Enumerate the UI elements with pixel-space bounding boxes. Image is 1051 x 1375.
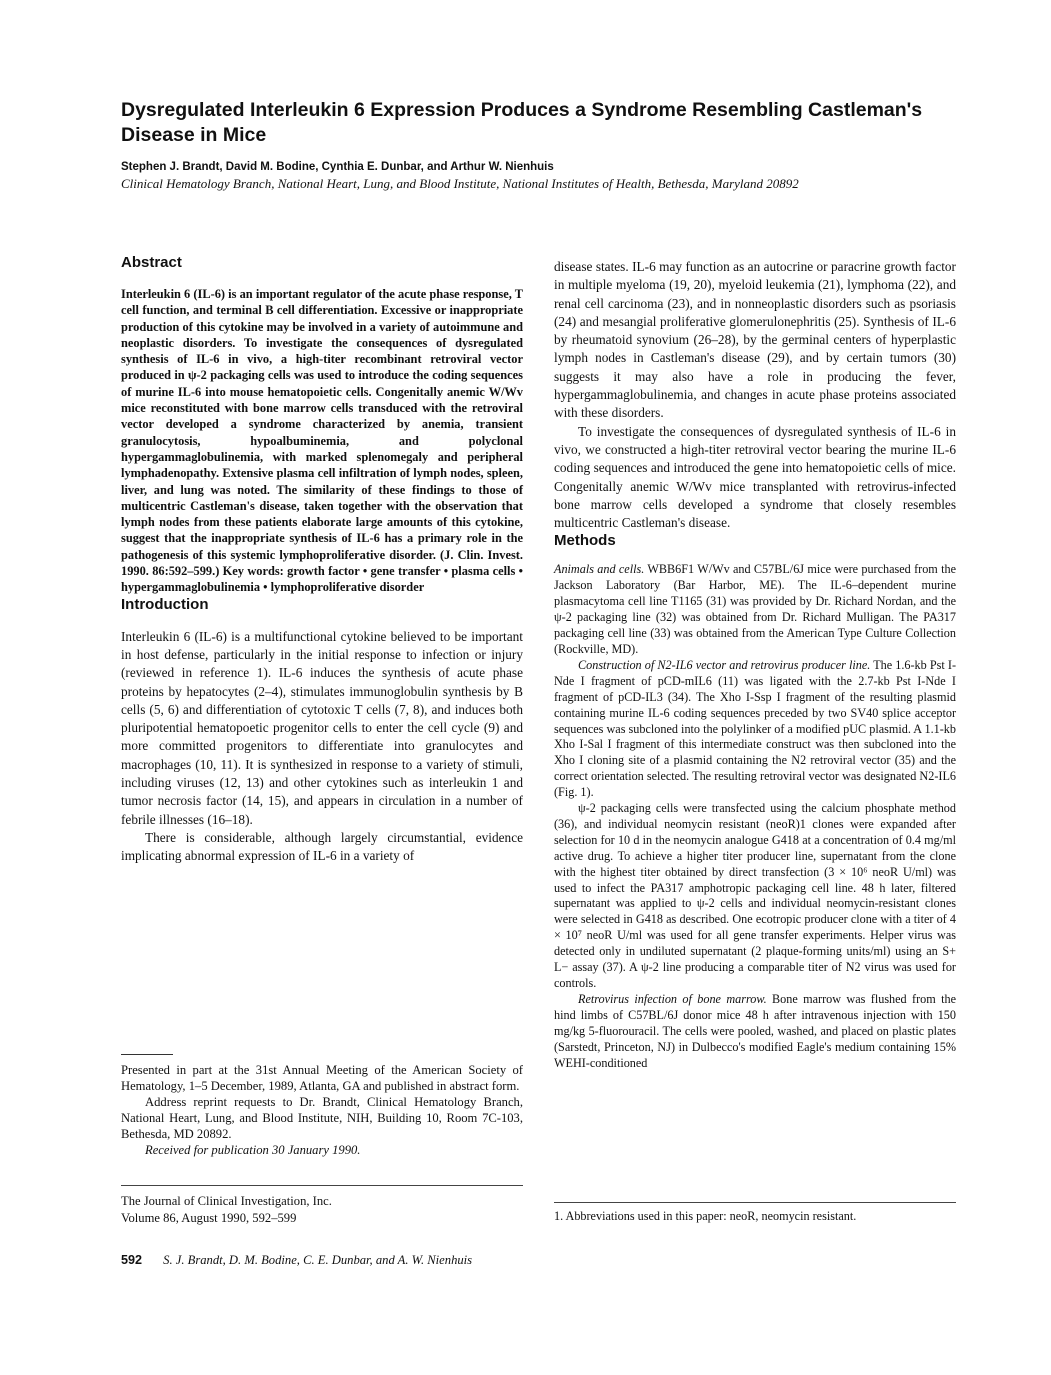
paragraph-text: ψ-2 packaging cells were transfected using the calcium phosphate method (36), and individual neomycin resistant (neoR)1 clones were expanded after selection for 10 d in the neomycin analogue G418 at a concentration of 0.4 mg/ml active drug. To achieve a higher titer producer line, supernatant from the clone with the highest titer obtained by direct transfection (3 × 10⁶ neoR U/ml) was used to infect the PA317 amphotropic packaging cell line. 48 h later, filtered supernatant was applied to ψ-2 cells and individual neomycin-resistant clones were selected in G418 as described. One ecotropic producer clone with a titer of 4 × 10⁷ neoR U/ml was used for all gene transfer experiments. Helper virus was detected only in undiluted supernatant (2 plaque-forming units/ml) using an S+ L− assay (37). A ψ-2 line producing a comparable titer of N2 virus was used for controls. [554, 801, 956, 991]
journal-name: The Journal of Clinical Investigation, Inc. [121, 1194, 332, 1208]
abbreviation-footnote: 1. Abbreviations used in this paper: neoR, neomycin resistant. [554, 1209, 857, 1223]
methods-paragraph [554, 658, 956, 801]
intro-continued [554, 258, 956, 532]
intro-paragraph: disease states. IL-6 may function as an autocrine or paracrine growth factor in multiple myeloma (19, 20), myeloid leukemia (21), lymphoma (22), and renal cell carcinoma (23), and in nonneoplastic disorders such as psoriasis (24) and mesangial proliferative glomerulonephritis (25). Synthesis of IL-6 by rheumatoid synovium (26–28), by the germinal centers of hyperplastic lymph nodes in Castleman's disease (29), and by certain tumors (30) suggests it may also have a role in producing the fever, hypergammaglobulinemia, and changes in acute phase proteins associated with these disorders. [554, 259, 956, 421]
intro-paragraph: To investigate the consequences of dysregulated synthesis of IL-6 in vivo, we constructed a high-titer retroviral vector bearing the murine IL-6 coding sequences and introduced the gene into hematopoietic cells of mice. Congenitally anemic W/Wv mice transplanted with retrovirus-infected bone marrow cells developed a syndrome that closely resembles multicentric Castleman's disease. [554, 423, 956, 531]
author-list: Stephen J. Brandt, David M. Bodine, Cynthia E. Dunbar, and Arthur W. Nienhuis [121, 161, 554, 173]
page-number: 592 [121, 1253, 143, 1267]
left-column [121, 254, 523, 866]
abstract-text: Interleukin 6 (IL-6) is an important regulator of the acute phase response, T cell function, and terminal B cell differentiation. Excessive or inappropriate production of this cytokine may be involved in a variety of autoimmune and neoplastic disorders. To investigate the consequences of dysregulated synthesis of IL-6 in vivo, a high-titer recombinant retroviral vector produced in ψ-2 packaging cells was used to introduce the coding sequences of murine IL-6 into mouse hematopoietic cells. Congenitally anemic W/Wv mice reconstituted with bone marrow cells transduced with the retroviral vector developed a syndrome characterized by anemia, transient granulocytosis, hypoalbuminemia, and polyclonal hypergammaglobulinemia, with marked splenomegaly and peripheral lymphadenopathy. Extensive plasma cell infiltration of lymph nodes, spleen, liver, and lung was noted. The similarity of these findings to those of multicentric Castleman's disease, taken together with the observation that lymph nodes from these patients elaborate large amounts of this cytokine, suggest that the inappropriate synthesis of IL-6 has a primary role in the pathogenesis of this systemic lymphoproliferative disorder. (J. Clin. Invest. 1990. 86:592–599.) Key words: growth factor • gene transfer • plasma cells • hypergammaglobulinemia • lymphoproliferative disorder [121, 287, 523, 595]
methods-heading: Methods [554, 532, 616, 550]
runin-heading: Construction of N2-IL6 vector and retrovirus producer line. [578, 657, 871, 672]
received-date: Received for publication 30 January 1990. [145, 1143, 361, 1157]
reprint-note: Address reprint requests to Dr. Brandt, Clinical Hematology Branch, National Heart, Lung, and Blood Institute, NIH, Building 10, Room 7C-103, Bethesda, MD 20892. [121, 1095, 523, 1141]
methods-paragraph [554, 562, 956, 657]
runin-heading: Animals and cells. [554, 562, 645, 577]
methods-paragraph [554, 992, 956, 1072]
methods-paragraph [554, 801, 956, 992]
intro-paragraph: There is considerable, although largely circumstantial, evidence implicating abnormal expression of IL-6 in a variety of [121, 829, 523, 864]
paragraph-text: WBB6F1 W/Wv and C57BL/6J mice were purchased from the Jackson Laboratory (Bar Harbor, ME). The IL-6–dependent murine plasmacytoma cell line T1165 (31) was provided by Dr. Richard Nordan, and the ψ-2 packaging line (32) was obtained from Dr. Richard Mulligan. The PA317 packaging cell line (33) was obtained from the American Type Culture Collection (Rockville, MD). [554, 562, 956, 656]
article-notes [121, 1062, 523, 1158]
page-footer [121, 1252, 472, 1268]
introduction-heading: Introduction [121, 595, 209, 613]
journal-divider [121, 1185, 523, 1186]
paragraph-text: Bone marrow was flushed from the hind limbs of C57BL/6J donor mice 48 h after intravenous injection with 150 mg/kg 5-fluorouracil. The cells were pooled, washed, and placed on plastic plates (Sarstedt, Princeton, NJ) in Dulbecco's modified Eagle's medium containing 15% WEHI-conditioned [554, 991, 957, 1070]
footnote-divider [121, 1054, 173, 1055]
introduction-body [121, 628, 523, 866]
abbreviation-divider [554, 1202, 956, 1203]
right-column [554, 258, 956, 1071]
paragraph-text: The 1.6-kb Pst I-Nde I fragment of pCD-mIL6 (11) was ligated with the 2.7-kb Pst I-Nde I fragment of pCD-IL3 (34). The Xho I-Ssp I fragment of the resulting plasmid containing murine IL-6 coding sequences preceded by two SV40 splice acceptor sequences was subcloned into the polylinker of a modified pUC plasmid. A 1.1-kb Xho I-Sal I fragment of this intermediate construct was then subcloned into the Xho I cloning site of a plasmid containing the N2 retroviral vector (35) and the correct orientation selected. The resulting retroviral vector was designated N2-IL6 (Fig. 1). [554, 657, 957, 800]
intro-paragraph: Interleukin 6 (IL-6) is a multifunctional cytokine believed to be important in host defense, particularly in the initial response to infection or injury (reviewed in reference 1). IL-6 induces the synthesis of acute phase proteins by hepatocytes (2–4), stimulates immunoglobulin synthesis by B cells (5, 6) and differentiation of cytotoxic T cells (7, 8), and induces both pluripotential hematopoetic progenitor cells to enter the cell cycle (9) and more committed progenitors to differentiate into granulocytes and macrophages (10, 11). It is synthesized in response to a variety of stimuli, including viruses (12, 13) and other cytokines such as interleukin 1 and tumor necrosis factor (14, 15), and appears in circulation in a number of febrile illnesses (16–18). [121, 628, 523, 827]
journal-volume: Volume 86, August 1990, 592–599 [121, 1211, 297, 1225]
received-note [121, 1142, 523, 1158]
affiliation: Clinical Hematology Branch, National Heart, Lung, and Blood Institute, National Institutes of Health, Bethesda, Maryland 20892 [121, 176, 799, 191]
runin-heading: Retrovirus infection of bone marrow. [578, 991, 767, 1006]
running-authors: S. J. Brandt, D. M. Bodine, C. E. Dunbar, and A. W. Nienhuis [163, 1253, 473, 1267]
journal-info [121, 1193, 332, 1227]
presentation-note: Presented in part at the 31st Annual Meeting of the American Society of Hematology, 1–5 December, 1989, Atlanta, GA and published in abstract form. [121, 1063, 523, 1093]
article-title: Dysregulated Interleukin 6 Expression Produces a Syndrome Resembling Castleman's Disease in Mice [121, 99, 923, 146]
abstract-heading: Abstract [121, 254, 182, 271]
methods-body [554, 562, 956, 1071]
